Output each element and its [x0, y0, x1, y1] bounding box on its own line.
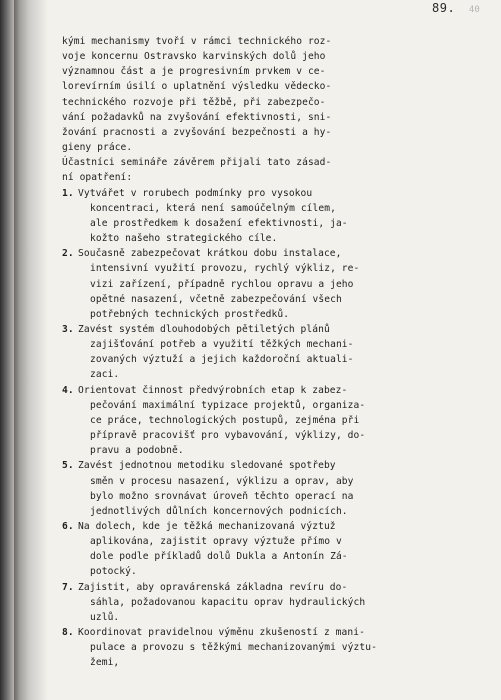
item-text: Vytvářet v rorubech podmínky pro vysokou [78, 187, 313, 199]
document-line: vání požadavků na zvyšování efektivnosti, sni- [62, 111, 332, 123]
item-text: Orientovat činnost předvýrobních etap k zabez- [78, 384, 348, 396]
document-line: zajišťování potřeb a využití těžkých mechani- [90, 339, 354, 351]
page-number-text: 89. [432, 1, 456, 15]
list-item [62, 383, 492, 398]
document-line: kými mechanismy tvoří v rámci technického roz- [62, 36, 332, 47]
document-line: zovaných výztuží a jejich každoroční aktuali- [90, 354, 354, 366]
item-number: 8. [62, 627, 74, 639]
document-line: technického rozvoje při těžbě, při zabezpečo- [62, 96, 326, 108]
item-text: Koordinovat pravidelnou výměnu zkušeností z mani- [78, 627, 365, 639]
document-line: lorevírním úsilí o uplatnění výsledku vědecko- [62, 81, 332, 93]
item-number: 3. [62, 323, 74, 335]
document-line: pulace a provozu s těžkými mechanizovanými výztu- [90, 642, 377, 654]
document-text [62, 34, 492, 671]
document-line: žemi, [90, 657, 120, 669]
document-line: aplikována, zajistit opravy výztuže přímo v [90, 536, 342, 548]
document-line: ale prostředkem k dosažení efektivnosti, ja- [90, 217, 348, 229]
document-line: voje koncernu Ostravsko karvinských dolů jeho [62, 51, 326, 63]
item-number: 2. [62, 248, 74, 260]
document-line: gieny práce. [62, 142, 133, 154]
document-line: jednotlivých důlních koncernových podnicích. [90, 505, 348, 517]
list-item [62, 625, 492, 640]
list-item [62, 519, 492, 534]
document-line: směn v procesu nasazení, výklizu a oprav, aby [90, 475, 354, 487]
document-line: sáhla, požadovanou kapacitu oprav hydraulických [90, 596, 366, 608]
item-number: 5. [62, 460, 74, 472]
item-number: 4. [62, 384, 74, 396]
document-line: potřebných technických prostředků. [90, 308, 290, 320]
document-line: bylo možno srovnávat úroveň těchto operací na [90, 490, 354, 502]
document-line: opětné nasazení, včetně zabezpečování všech [90, 293, 342, 305]
item-number: 7. [62, 581, 74, 593]
list-item [62, 186, 492, 201]
document-line: kožto našeho strategického cíle. [90, 233, 278, 245]
binding-shadow [14, 0, 48, 700]
document-line: dole podle příkladů dolů Dukla a Antonín Zá- [90, 551, 348, 563]
document-line: uzlů. [90, 611, 120, 623]
document-line: ní opatření: [62, 172, 133, 184]
document-line: pravu a podobně. [90, 445, 184, 457]
item-number: 6. [62, 521, 74, 532]
list-item [62, 458, 492, 473]
document-line: potocký. [90, 566, 137, 578]
document-line: přípravě pracovišť pro vybavování, výklizy, do- [90, 430, 366, 442]
list-item [62, 322, 492, 337]
document-line: ce práce, technologických postupů, zejména při [90, 414, 360, 426]
document-line: koncentraci, která není samoúčelným cílem, [90, 202, 336, 214]
document-line: zaci. [90, 369, 120, 381]
document-line: pečování maximální typizace projektů, organiza- [90, 399, 366, 411]
document-line: intensivní využití provozu, rychlý výkliz, re- [90, 263, 360, 275]
item-text: Na dolech, kde je těžká mechanizovaná výztuž [78, 521, 336, 532]
item-text: Současně zabezpečovat krátkou dobu instalace, [78, 248, 342, 260]
document-line: žování pracnosti a zvyšování bezpečnosti a hy- [62, 126, 332, 138]
item-text: Zavést jednotnou metodiku sledované spotřeby [78, 460, 336, 472]
item-number: 1. [62, 187, 74, 199]
item-text: Zajistit, aby opravárenská základna revíru do- [78, 581, 348, 593]
item-text: Zavést systém dlouhodobých pětiletých plánů [78, 323, 330, 335]
page-number [432, 1, 480, 15]
document-line: vizi zařízení, případně rychlou opravu a jeho [90, 278, 354, 290]
list-item [62, 580, 492, 595]
document-line: Účastníci semináře závěrem přijali tato zásad- [62, 157, 332, 169]
faint-page-number: 40 [468, 5, 480, 15]
list-item [62, 246, 492, 261]
document-line: významnou část a je progresivním prvkem v ce- [62, 66, 326, 78]
